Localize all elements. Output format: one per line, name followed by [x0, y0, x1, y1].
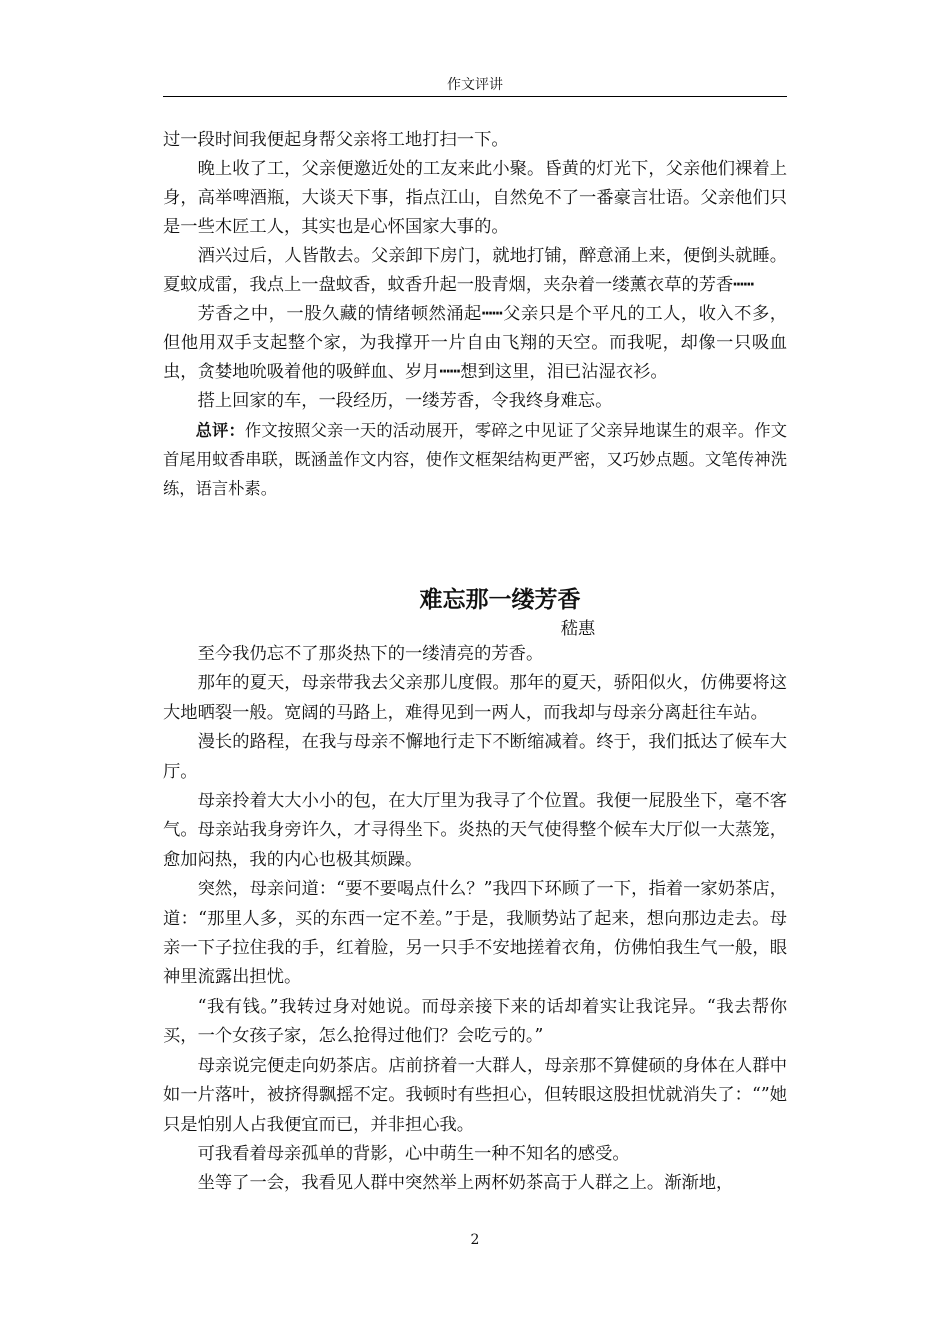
overall-comment — [163, 416, 787, 503]
paragraph: 可我看着母亲孤单的背影，心中萌生一种不知名的感受。 — [197, 1143, 630, 1164]
paragraph: 漫长的路程，在我与母亲不懈地行走下不断缩减着。终于，我们抵达了候车大厅。 — [163, 732, 787, 782]
paragraph: 过一段时间我便起身帮父亲将工地打扫一下。 — [163, 130, 509, 150]
page-header: 作文评讲 — [447, 77, 503, 93]
paragraph: 芳香之中，一股久藏的情绪顿然涌起┅┅父亲只是个平凡的工人，收入不多，但他用双手支起整个家，为我撑开一片自由飞翔的天空。而我呢，却像一只吸血虫，贪婪地吮吸着他的吸鲜血、岁月┅┅想到这里，泪已沾湿衣衫。 — [163, 304, 787, 382]
paragraph: 母亲拎着大大小小的包，在大厅里为我寻了个位置。我便一屁股坐下，毫不客气。母亲站我身旁许久，才寻得坐下。炎热的天气使得整个候车大厅似一大蒸笼，愈加闷热，我的内心也极其烦躁。 — [163, 791, 787, 870]
paragraph: 突然，母亲问道：“要不要喝点什么？”我四下环顾了一下，指着一家奶茶店，道：“那里人多，买的东西一定不差。”于是，我顺势站了起来，想向那边走去。母亲一下子拉住我的手，红着脸，另一只手不安地搓着衣角，仿佛怕我生气一般，眼神里流露出担忧。 — [163, 879, 787, 988]
paragraph: 坐等了一会，我看见人群中突然举上两杯奶茶高于人群之上。渐渐地， — [197, 1173, 734, 1194]
essay-title: 难忘那一缕芳香 — [419, 587, 581, 613]
paragraph: 母亲说完便走向奶茶店。店前挤着一大群人，母亲那不算健硕的身体在人群中如一片落叶，被挤得飘摇不定。我顿时有些担心，但转眼这股担忧就消失了：“”她只是怕别人占我便宜而已，并非担心我。 — [163, 1055, 787, 1135]
paragraph: 至今我仍忘不了那炎热下的一缕清亮的芳香。 — [197, 644, 544, 664]
header-rule — [163, 96, 787, 97]
comment-text: 作文按照父亲一天的活动展开，零碎之中见证了父亲异地谋生的艰辛。作文首尾用蚊香串联，既涵盖作文内容，使作文框架结构更严密，又巧妙点题。文笔传神洗练，语言朴素。 — [163, 421, 787, 498]
page-number: 2 — [470, 1232, 480, 1248]
essay-author: 嵇惠 — [560, 619, 596, 639]
essay-body — [163, 640, 787, 1199]
paragraph: 搭上回家的车，一段经历，一缕芳香，令我终身难忘。 — [197, 391, 613, 411]
paragraph: 那年的夏天，母亲带我去父亲那儿度假。那年的夏天，骄阳似火，仿佛要将这大地晒裂一般。宽阔的马路上，难得见到一两人，而我却与母亲分离赶往车站。 — [163, 673, 787, 723]
paragraph: “我有钱。”我转过身对她说。而母亲接下来的话却着实让我诧异。“我去帮你买，一个女孩子家，怎么抢得过他们？会吃亏的。” — [163, 996, 787, 1047]
comment-label: 总评： — [195, 421, 245, 440]
paragraph: 酒兴过后，人皆散去。父亲卸下房门，就地打铺，醉意涌上来，便倒头就睡。夏蚊成雷，我点上一盘蚊香，蚊香升起一股青烟，夹杂着一缕薰衣草的芳香┅┅ — [163, 246, 787, 295]
previous-essay-continuation — [163, 126, 787, 503]
paragraph: 晚上收了工，父亲便邀近处的工友来此小聚。昏黄的灯光下，父亲他们裸着上身，高举啤酒瓶，大谈天下事，指点江山，自然免不了一番豪言壮语。父亲他们只是一些木匠工人，其实也是心怀国家大事的。 — [163, 159, 787, 237]
